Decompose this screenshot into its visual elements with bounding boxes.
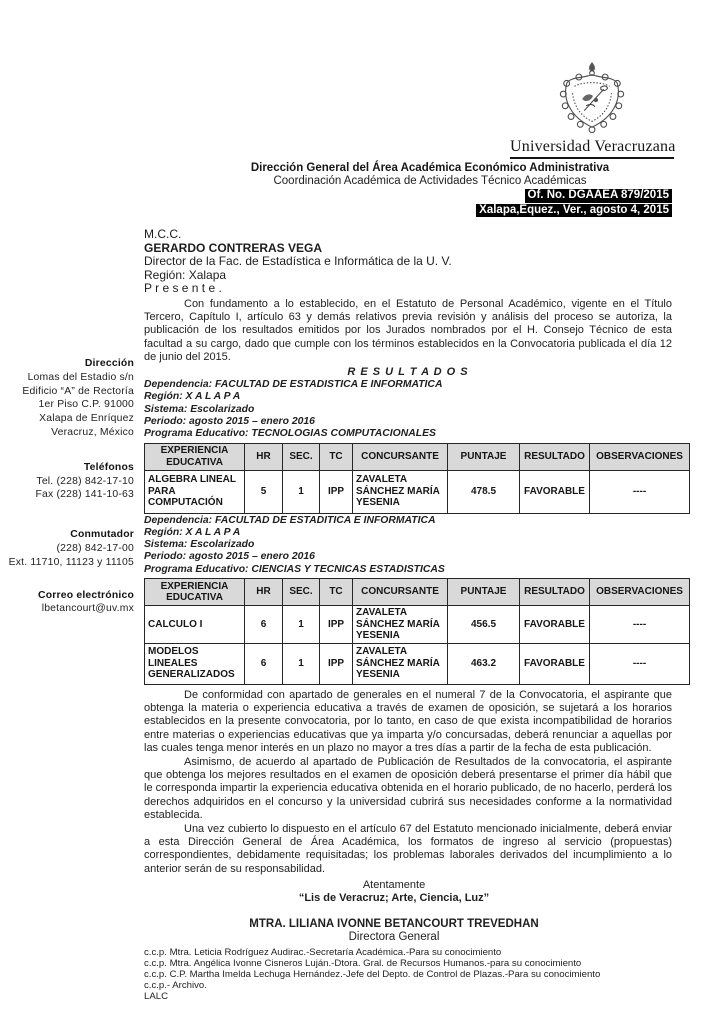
periodo-line: Periodo: agosto 2015 – enero 2016: [144, 551, 315, 563]
col-header-puntaje: PUNTAJE: [448, 443, 520, 470]
coordination-title: Coordinación Académica de Actividades Técnico Académicas: [273, 175, 587, 187]
col-header-hr: HR: [245, 443, 283, 470]
cell-hr: 6: [245, 643, 283, 684]
program-section-2: [144, 515, 672, 576]
cell-experiencia: MODELOS LINEALES GENERALIZADOS: [145, 643, 245, 684]
program-section-1: [144, 379, 672, 440]
address-line: Edificio “A” de Rectoría: [22, 385, 134, 397]
ccp-line: c.c.p.- Archivo.: [144, 979, 207, 991]
col-header-concursante: CONCURSANTE: [353, 443, 448, 470]
cell-concursante: ZAVALETA SÁNCHEZ MARÍA YESENIA: [353, 606, 448, 644]
ccp-line: c.c.p. Mtra. Angélica Ivonne Cisneros Luján.-Dtora. Gral. de Recursos Humanos.-para su conocimiento: [144, 958, 582, 970]
fax-line: Fax (228) 141-10-63: [35, 489, 134, 501]
cell-observaciones: ----: [590, 606, 690, 644]
cell-sec: 1: [283, 643, 320, 684]
motto-line: “Lis de Veracruz; Arte, Ciencia, Luz”: [298, 892, 490, 905]
addressee-block: [144, 228, 672, 296]
col-header-tc: TC: [320, 443, 353, 470]
col-header-resultado: RESULTADO: [520, 443, 590, 470]
phone-line: Tel. (228) 842-17-10: [36, 475, 134, 487]
sidebar-correo: [0, 589, 134, 617]
table-row: [145, 606, 690, 644]
conmutador-title: Conmutador: [70, 529, 134, 541]
ccp-block: [144, 948, 672, 1003]
periodo-line: Periodo: agosto 2015 – enero 2016: [144, 415, 315, 427]
direccion-title: Dirección: [84, 358, 134, 369]
region-line: Región: X A L A P A: [144, 391, 241, 403]
cell-concursante: ZAVALETA SÁNCHEZ MARÍA YESENIA: [353, 470, 448, 513]
sidebar-telefonos: [0, 461, 134, 502]
results-table-1: [144, 443, 690, 514]
ccp-line: c.c.p. Mtra. Leticia Rodríguez Audirac.-Secretaría Académica.-Para su conocimiento: [144, 947, 502, 959]
col-header-resultado: RESULTADO: [520, 579, 590, 606]
paragraph-articulo67: Una vez cubierto lo dispuesto en el artículo 67 del Estatuto mencionado inicialmente, deberá enviar a esta Dirección General de Área Académica, los formatos de ingreso al servicio (propuestas) correspondientes, debidamente requisitadas; los problemas laborales derivados del incumplimiento a lo anterior serán de su responsabilidad.: [144, 822, 672, 875]
cell-tc: IPP: [320, 606, 353, 644]
telefonos-title: Teléfonos: [83, 461, 134, 473]
dependencia-line: Dependencia: FACULTAD DE ESTADITICA E INFORMATICA: [144, 514, 436, 526]
header-brand: [510, 60, 674, 159]
col-header-sec: SEC.: [283, 443, 320, 470]
col-header-hr: HR: [245, 579, 283, 606]
ccp-line: c.c.p. C.P. Martha Imelda Lechuga Hernández.-Jefe del Depto. de Control de Plazas.-Para su conocimiento: [144, 969, 601, 980]
resultados-heading: R E S U L T A D O S: [347, 365, 469, 378]
cell-resultado: FAVORABLE: [520, 606, 590, 644]
email-address: lbetancourt@uv.mx: [41, 603, 134, 615]
col-header-observaciones: OBSERVACIONES: [590, 443, 690, 470]
paragraph-conformidad: De conformidad con apartado de generales en el numeral 7 de la Convocatoria, el aspirante que obtenga la materia o experiencia educativa a través de examen de oposición, se sujetará a los horarios establecidos en la presente convocatoria, por lo tanto, en caso de que exista incompatibilidad de horarios entre materias o experiencias educativas que ya imparta y/o concursadas, deberá renunciar a aquellas por las cuales tenga menor interés en un plazo no mayor a tres días a partir de la fecha de esta publicación.: [144, 688, 672, 755]
paragraph-asimismo: Asimismo, de acuerdo al apartado de Publicación de Resultados de la convocatoria, el aspirante que obtenga los mejores resultados en el examen de oposición deberá presentarse el primer día hábil que le corresponda impartir la experiencia educativa obtenida en el horario publicado, de no hacerlo, perderá los derechos adquiridos en el concurso y la universidad cubrirá sus necesidades conforme a la normatividad establecida.: [144, 755, 672, 822]
col-header-observaciones: OBSERVACIONES: [590, 579, 690, 606]
cell-puntaje: 463.2: [448, 643, 520, 684]
table-header-row: [145, 443, 690, 470]
address-line: Xalapa de Enríquez: [39, 413, 134, 425]
cell-resultado: FAVORABLE: [520, 643, 590, 684]
cell-observaciones: ----: [590, 470, 690, 513]
cell-observaciones: ----: [590, 643, 690, 684]
department-title: Dirección General del Área Académica Económico Administrativa: [250, 162, 610, 174]
table-row: [145, 470, 690, 513]
address-line: 1er Piso C.P. 91000: [38, 399, 134, 411]
sidebar-contact-info: [0, 357, 134, 616]
results-table-2: [144, 578, 690, 685]
addressee-degree: M.C.C.: [144, 227, 182, 241]
col-header-puntaje: PUNTAJE: [448, 579, 520, 606]
table-row: [145, 643, 690, 684]
oficio-number-badge: Of. No. DGAAEA 879/2015: [525, 189, 672, 203]
cell-tc: IPP: [320, 643, 353, 684]
col-header-experiencia: EXPERIENCIA EDUCATIVA: [145, 443, 245, 470]
initials-line: LALC: [144, 990, 168, 1002]
cell-puntaje: 478.5: [448, 470, 520, 513]
addressee-position: Director de la Fac. de Estadística e Informática de la U. V.: [144, 254, 452, 268]
table-header-row: [145, 579, 690, 606]
col-header-experiencia: EXPERIENCIA EDUCATIVA: [145, 579, 245, 606]
closing-block: [144, 879, 672, 944]
cell-concursante: ZAVALETA SÁNCHEZ MARÍA YESENIA: [353, 643, 448, 684]
programa-line: Programa Educativo: CIENCIAS Y TECNICAS ESTADISTICAS: [144, 563, 445, 575]
col-header-tc: TC: [320, 579, 353, 606]
cell-hr: 5: [245, 470, 283, 513]
cell-puntaje: 456.5: [448, 606, 520, 644]
col-header-concursante: CONCURSANTE: [353, 579, 448, 606]
header-department: [150, 162, 710, 188]
dependencia-line: Dependencia: FACULTAD DE ESTADISTICA E INFORMATICA: [144, 379, 443, 391]
addressee-region: Región: Xalapa: [144, 267, 227, 282]
address-line: Lomas del Estadio s/n: [27, 371, 134, 383]
cell-resultado: FAVORABLE: [520, 470, 590, 513]
cell-experiencia: CALCULO I: [145, 606, 245, 644]
sidebar-conmutador: [0, 528, 134, 569]
cell-experiencia: ALGEBRA LINEAL PARA COMPUTACIÓN: [145, 470, 245, 513]
letter-body: [144, 227, 683, 1003]
conmutador-extensions: Ext. 11710, 11123 y 11105: [8, 556, 134, 568]
addressee-presente: P r e s e n t e .: [144, 281, 222, 295]
cell-hr: 6: [245, 606, 283, 644]
sistema-line: Sistema: Escolarizado: [144, 403, 255, 415]
sidebar-direccion: [0, 357, 134, 440]
cell-tc: IPP: [320, 470, 353, 513]
conmutador-number: (228) 842-17-00: [56, 542, 134, 554]
col-header-sec: SEC.: [283, 579, 320, 606]
signer-name: MTRA. LILIANA IVONNE BETANCOURT TREVEDHAN: [249, 918, 539, 931]
sistema-line: Sistema: Escolarizado: [144, 539, 255, 551]
oficio-badges: [476, 188, 672, 217]
university-wordmark: Universidad Veracruzana: [510, 138, 674, 159]
university-seal-icon: [510, 60, 674, 138]
cell-sec: 1: [283, 606, 320, 644]
paragraph-fundamento: Con fundamento a lo establecido, en el Estatuto de Personal Académico, vigente en el Título Tercero, Capítulo I, artículo 63 y demás relativos previa revisión y análisis del proceso se autoriza, la publicación de los resultados emitidos por los Jurados nombrados por el H. Consejo Técnico de esta facultad a su cargo, dado que cumple con los términos establecidos en la Convocatoria publicada el día 12 de junio del 2015.: [144, 297, 672, 364]
cell-sec: 1: [283, 470, 320, 513]
atentamente-line: Atentamente: [362, 879, 426, 892]
signer-title: Directora General: [348, 931, 440, 944]
region-line: Región: X A L A P A: [144, 526, 241, 538]
correo-title: Correo electrónico: [38, 589, 134, 601]
place-date-badge: Xalapa,Equez., Ver., agosto 4, 2015: [476, 204, 672, 218]
programa-line: Programa Educativo: TECNOLOGIAS COMPUTACIONALES: [144, 428, 436, 440]
addressee-name: GERARDO CONTRERAS VEGA: [144, 240, 323, 255]
address-line: Veracruz, México: [51, 426, 134, 438]
